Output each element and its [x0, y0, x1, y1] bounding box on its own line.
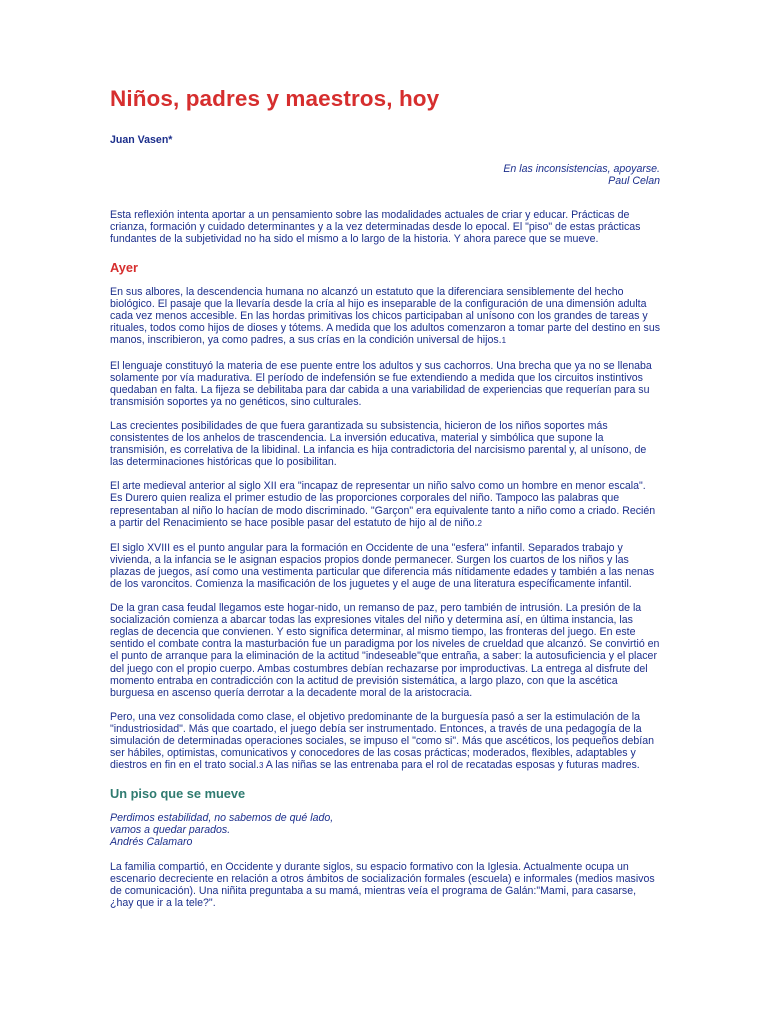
- paragraph-text: El siglo XVIII es el punto angular para la formación en Occidente de una "esfera" infantil. Separados trabajo y vivienda, a la infancia se le asignan espacios propios donde permanecer. Surgen los cuartos de los niños y las plazas de juegos, así como una vestimenta particular que diferencia más nítidamente edades y también a las nenas de los varoncitos. Comienza la masificación de los juguetes y el auge de una literatura específicamente infantil.: [110, 541, 655, 590]
- intro-paragraph: Esta reflexión intenta aportar a un pensamiento sobre las modalidades actuales de criar y educar. Prácticas de crianza, formación y cuidado determinantes y a la vez determinadas desde lo epocal. El "piso" de estas prácticas fundantes de la subjetividad no ha sido el mismo a lo largo de la historia. Y ahora parece que se mueve.: [110, 208, 641, 245]
- paragraph-text: Pero, una vez consolidada como clase, el objetivo predominante de la burguesía pasó a ser la estimulación de la "industriosidad". Más que coartado, el juego debía ser instrumentado. Entonces, a través de una pedagogía de la simulación de determinadas operaciones sociales, se impuso el "como si". Más que ascéticos, los pequeños debían ser hábiles, optimistas, comunicativos y conocedores de las cosas prácticas; moderados, flexibles, adaptables y diestros en fin en el trato social.: [110, 710, 654, 772]
- paragraph-text: El lenguaje constituyó la materia de ese puente entre los adultos y sus cachorros. Una brecha que ya no se llenaba solamente por vía madurativa. El período de indefensión se fue extendiendo a medida que los circuitos instintivos quedaban en falta. La fijeza se debilitaba para dar cabida a una variabilidad de experiencias que requerían para su transmisión soportes ya no genéticos, sino culturales.: [110, 359, 652, 408]
- epigraph-source: Andrés Calamaro: [110, 836, 193, 849]
- epigraph-line: Perdimos estabilidad, no sabemos de qué lado,: [110, 812, 334, 825]
- paragraph-text: Las crecientes posibilidades de que fuera garantizada su subsistencia, hicieron de los niños soportes más consistentes de los anhelos de trascendencia. La inversión educativa, material y simbólica que supone la transmisión, es correlativa de la libidinal. La infancia es hija contradictoria del narcisismo parental y, al unísono, de las determinaciones históricas que lo posibilitan.: [110, 419, 647, 469]
- paragraph-text: En sus albores, la descendencia humana no alcanzó un estatuto que la diferenciara sensiblemente del hecho biológico. El pasaje que la llevaría desde la cría al hijo es inseparable de la configuración de una dimensión adulta cada vez menos accesible. En las hordas primitivas los chicos participaban al unísono con los grandes de tareas y rituales, todos como hijos de dioses y tótems. A medida que los adultos comenzaron a tomar parte del destino en sus manos, inscribieron, ya como padres, a sus crías en la condición universal de hijos.: [110, 286, 661, 347]
- body-paragraph: [110, 602, 660, 699]
- footnote-ref: 1: [501, 336, 507, 346]
- footnote-ref: 3: [258, 761, 264, 771]
- section-heading-piso: Un piso que se mueve: [110, 786, 246, 802]
- body-paragraph: [110, 711, 660, 772]
- body-paragraph: La familia compartió, en Occidente y durante siglos, su espacio formativo con la Iglesia. Actualmente ocupa un escenario decreciente en relación a otros ámbitos de socialización formales (escuela) e informales (medios masivos de comunicación). Una niñita preguntaba a su mamá, mientras veía el programa de Galán:"Mami, para casarse, ¿hay que ir a la tele?".: [110, 860, 655, 909]
- body-paragraph: [110, 480, 660, 529]
- author-name: Juan Vasen*: [110, 134, 173, 146]
- paragraph-tail: A las niñas se las entrenaba para el rol de recatadas esposas y futuras madres.: [263, 759, 640, 772]
- body-paragraph: [110, 542, 660, 590]
- body-paragraph: [110, 360, 660, 408]
- section-heading-ayer: Ayer: [110, 260, 138, 276]
- article: [110, 84, 660, 909]
- body-paragraph: [110, 420, 660, 468]
- epigraph-quote: En las inconsistencias, apoyarse.: [503, 163, 660, 175]
- epigraph-source: Paul Celan: [608, 175, 660, 188]
- footnote-ref: 2: [477, 518, 482, 528]
- paragraph-text: El arte medieval anterior al siglo XII era "incapaz de representar un niño salvo como un hombre en menor escala". Es Durero quien realiza el primer estudio de las proporciones corporales del niño. Tampoco las palabras que representaban al niño lo hacían de modo discriminado. "Garçon" era equivalente tanto a niño como a criado. Recién a partir del Renacimiento se hace posible pasar del estatuto de hijo al de niño.: [110, 480, 656, 529]
- epigraph-calamaro: [110, 812, 660, 848]
- epigraph-celan: [110, 163, 660, 188]
- epigraph-line: vamos a quedar parados.: [110, 824, 231, 837]
- paragraph-text: De la gran casa feudal llegamos este hogar-nido, un remanso de paz, pero también de intrusión. La presión de la socialización comienza a abarcar todas las expresiones vitales del niño y determina así, en última instancia, las reglas de decencia que convienen. Y esto significa determinar, al mismo tiempo, las fronteras del juego. En este sentido el combate contra la masturbación fue un paradigma por los niveles de crueldad que alcanzó. Se convirtió en el punto de arranque para la eliminación de la actitud "indeseable"que entraña, a saber: la autosuficiencia y el placer del juego con el propio cuerpo. Ambas costumbres debían rechazarse por improductivas. La entrega al disfrute del momento entraba en contradicción con la actitud de previsión sistemática, a largo plazo, con que la ascética burguesa en ascenso quería derrotar a la decadente moral de la aristocracia.: [110, 602, 660, 699]
- body-paragraph: [110, 286, 660, 347]
- page-title: Niños, padres y maestros, hoy: [110, 86, 440, 111]
